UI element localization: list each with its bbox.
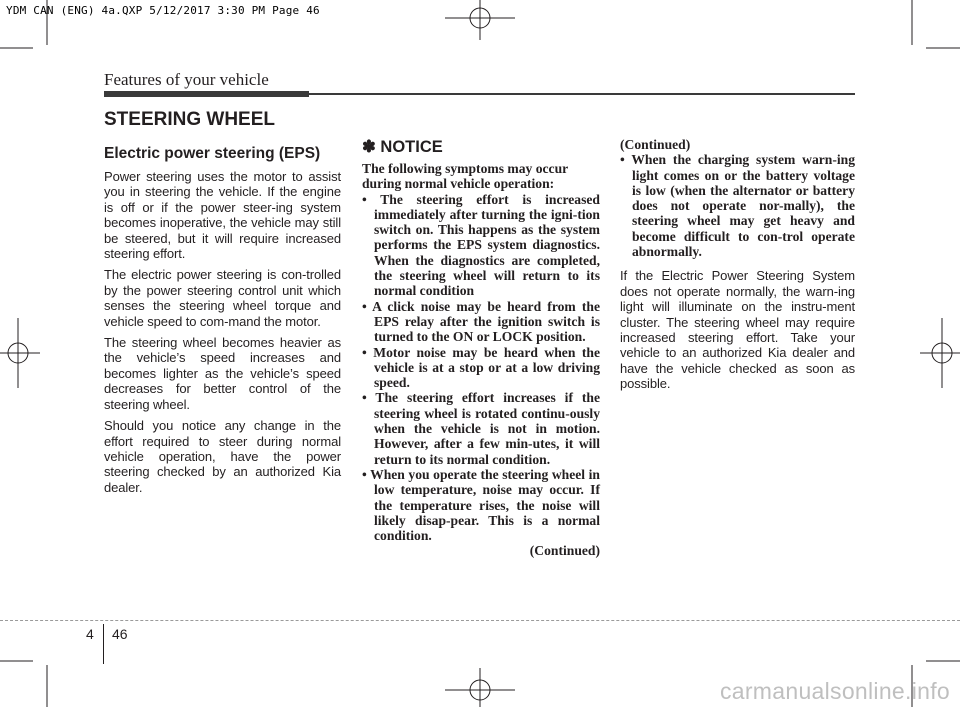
list-item: • When the charging system warn-ing light comes on or the battery voltage is low (when the alternator or battery does not operate nor-mally), the steering wheel may get heavy and become difficult to con-trol operate abnormally.	[620, 152, 855, 260]
notice-heading-label: NOTICE	[380, 138, 443, 156]
footer-rule	[0, 620, 960, 621]
paragraph: The electric power steering is con-trolled by the power steering control unit which senses the steering wheel torque and vehicle speed to com-mand the motor.	[104, 267, 341, 329]
continued-label: (Continued)	[529, 543, 600, 559]
list-item: • A click noise may be heard from the EPS relay after the ignition switch is turned to the ON or LOCK position.	[362, 298, 600, 345]
chapter-title: Features of your vehicle	[104, 70, 269, 89]
page-number: 46	[112, 626, 128, 642]
eps-heading: Electric power steering (EPS)	[104, 145, 321, 162]
print-slug: YDM CAN (ENG) 4a.QXP 5/12/2017 3:30 PM Page 46	[6, 4, 320, 17]
list-item: • The steering effort is increased immediately after turning the igni-tion switch on. This happens as the system performs the EPS system diagnostics. When the diagnostics are completed, the steering wheel will return to its normal condition	[362, 191, 600, 299]
right-column	[620, 137, 855, 398]
left-column	[104, 145, 341, 501]
watermark: carmanualsonline.info	[719, 678, 950, 704]
notice-list	[362, 192, 600, 544]
paragraph: Power steering uses the motor to assist you in steering the vehicle. If the engine is off or if the power steer-ing system becomes inoperative, the vehicle may still be steered, but it will require increased steering effort.	[104, 169, 341, 262]
registration-target-bottom	[445, 668, 515, 707]
notice-intro: The following symptoms may occur during normal vehicle operation:	[362, 161, 568, 192]
chapter-number: 4	[86, 626, 94, 642]
notice-box	[362, 137, 600, 559]
paragraph: Should you notice any change in the effort required to steer during normal vehicle operation, have the power steering checked by an authorized Kia dealer.	[104, 418, 341, 495]
continued-label: (Continued)	[620, 137, 691, 152]
header-rule-thin	[309, 93, 855, 95]
list-item: • When you operate the steering wheel in low temperature, noise may occur. If the temperature rises, the noise will likely disap-pear. This is a normal condition.	[362, 466, 600, 544]
footer-divider	[103, 624, 104, 664]
registration-target-left	[0, 318, 40, 388]
notice-list-continued	[620, 152, 855, 259]
notice-heading	[362, 137, 600, 157]
registration-target-right	[920, 318, 960, 388]
paragraph: If the Electric Power Steering System does not operate normally, the warn-ing light will illuminate on the instru-ment cluster. The steering wheel may require increased steering effort. Take your vehicle to an authorized Kia dealer and have the vehicle checked as soon as possible.	[620, 268, 855, 392]
header-rule-thick	[104, 91, 309, 97]
paragraph: The steering wheel becomes heavier as the vehicle’s speed increases and becomes lighter as the vehicle’s speed decreases for better control of the steering wheel.	[104, 335, 341, 412]
list-item: • The steering effort increases if the steering wheel is rotated continu-ously when the vehicle is not in motion. However, after a few min-utes, it will return to its normal condition.	[362, 390, 600, 467]
list-item: • Motor noise may be heard when the vehicle is at a stop or at a low driving speed.	[362, 344, 600, 391]
registration-target-top	[445, 0, 515, 40]
notice-asterisk-icon: ✽	[362, 138, 376, 156]
section-title: STEERING WHEEL	[104, 109, 276, 130]
